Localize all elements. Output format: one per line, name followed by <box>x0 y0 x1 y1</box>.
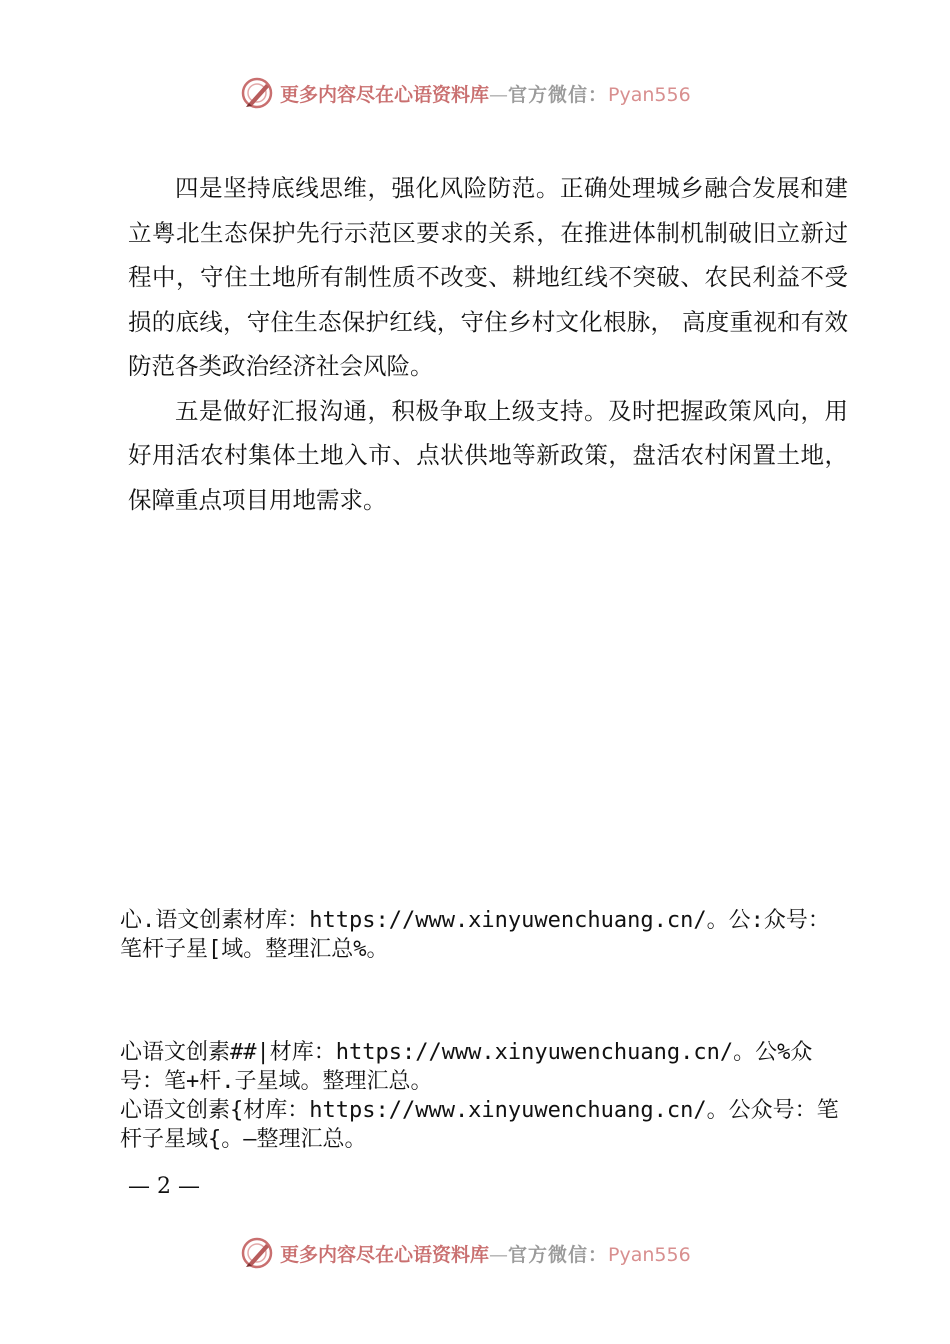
header-watermark-banner <box>240 73 760 113</box>
pen-logo-icon <box>240 1236 274 1270</box>
banner-wechat-label: 官方微信： <box>508 83 609 106</box>
paragraph: 四是坚持底线思维，强化风险防范。正确处理城乡融合发展和建立粤北生态保护先行示范区要求的关系，在推进体制机制破旧立新过程中，守住土地所有制性质不改变、耕地红线不突破、农民利益不受损的底线，守住生态保护红线，守住乡村文化根脉， 高度重视和有效防范各类政治经济社会风险。 <box>128 174 848 380</box>
source-note: 心语文创素{材库：https://www.xinyuwenchuang.cn/。公众号：笔杆子星域{。—整理汇总。 <box>120 1098 839 1152</box>
source-note: 心.语文创素材库：https://www.xinyuwenchuang.cn/。公:众号：笔杆子星[域。整理汇总%。 <box>120 908 830 962</box>
banner-wechat-label: 官方微信： <box>508 1243 609 1266</box>
footer-banner-text <box>280 1240 691 1267</box>
page-number: — 2 — <box>128 1174 200 1199</box>
source-note: 心语文创素##|材库：https://www.xinyuwenchuang.cn/。公%众号：笔+杆.子星域。整理汇总。 <box>120 1040 813 1094</box>
main-body-text <box>128 166 848 522</box>
banner-lead: 更多内容尽在心语资料库 <box>280 83 490 106</box>
banner-separator: — <box>489 83 509 106</box>
paragraph: 五是做好汇报沟通，积极争取上级支持。及时把握政策风向，用好用活农村集体土地入市、点状供地等新政策，盘活农村闲置土地，保障重点项目用地需求。 <box>128 396 848 514</box>
banner-handle: Pyan556 <box>608 1243 691 1266</box>
banner-handle: Pyan556 <box>608 83 691 106</box>
pen-logo-icon <box>240 76 274 110</box>
banner-lead: 更多内容尽在心语资料库 <box>280 1243 490 1266</box>
banner-separator: — <box>489 1243 509 1266</box>
footer-watermark-banner <box>240 1233 760 1273</box>
header-banner-text <box>280 80 691 107</box>
